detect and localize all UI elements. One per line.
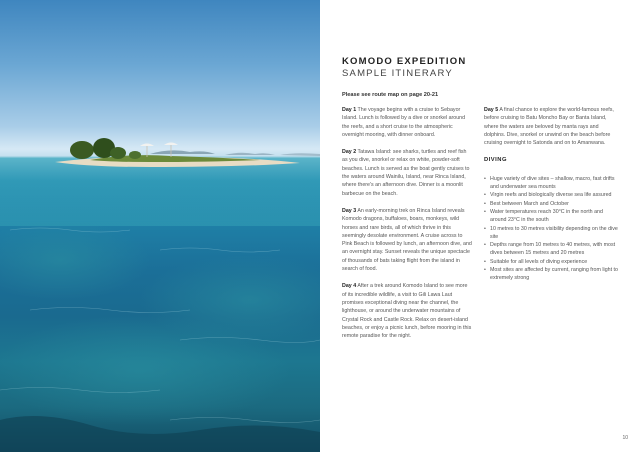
diving-item: • 10 metres to 30 metres visibility depending on the dive site <box>484 225 620 242</box>
diving-item: • Best between March and October <box>484 200 620 208</box>
distant-island <box>225 153 275 155</box>
page-title: KOMODO EXPEDITION <box>342 56 467 67</box>
day-label: Day 5 <box>484 107 499 113</box>
page-number: 10 <box>622 435 628 441</box>
page-subtitle: SAMPLE ITINERARY <box>342 68 453 79</box>
tree <box>110 147 126 159</box>
day-2-paragraph <box>342 148 472 198</box>
diving-item: • Most sites are affected by current, ranging from light to extremely strong <box>484 266 620 283</box>
day-4-paragraph <box>342 282 472 340</box>
diving-list <box>484 175 620 283</box>
distant-island <box>280 153 320 156</box>
day-text: After a trek around Komodo Island to see more of its incredible wildlife, a visit to Gili Lawa Laut promises exceptional diving near the channel, the lighthouse, or around the underwater mountains of Crystal Rock and Castle Rock. Relax on desert-island beaches, or enjoy a picnic lunch, before mooring in this remote paradise for the night. <box>342 283 472 340</box>
tree <box>70 141 94 159</box>
umbrella <box>140 144 154 147</box>
day-label: Day 1 <box>342 107 357 113</box>
day-label: Day 4 <box>342 283 357 290</box>
diving-item: • Virgin reefs and biologically diverse sea life assured <box>484 191 620 199</box>
day-label: Day 3 <box>342 207 357 214</box>
day-text: An early-morning trek on Rinca Island reveals Komodo dragons, buffaloes, boars, monkeys, wild horses and rare birds, all of which thrive in this seemingly desolate environment. A cruise across to Pink Beach is followed by lunch, an afternoon dive, and an overnight stay. Sunset reveals the unique spectacle of thousands of bats taking flight from the island in search of food. <box>342 207 472 273</box>
distant-island <box>150 150 215 154</box>
itinerary-left-column <box>342 106 472 349</box>
diving-item: • Suitable for all levels of diving experience <box>484 258 620 266</box>
day-1-paragraph <box>342 106 472 139</box>
umbrella <box>164 143 178 146</box>
diving-item: • Water temperatures reach 30°C in the north and around 23°C in the south <box>484 208 620 225</box>
day-5-paragraph <box>484 106 620 147</box>
route-map-note: Please see route map on page 20-21 <box>342 92 439 98</box>
diving-heading: DIVING <box>484 157 507 164</box>
diving-item: • Huge variety of dive sites – shallow, macro, fast drifts and underwater sea mounts <box>484 175 620 192</box>
day-3-paragraph <box>342 207 472 273</box>
day-text: Tatawa Island: see sharks, turtles and reef fish as you dive, snorkel or relax on white, powder-soft beaches. Lunch is served as the boat gently cruises to the waters around Wainilu, Island, near Rinca Island, where there's an afternoon dive. Dinner is a moonlit barbecue on the beach. <box>342 149 470 197</box>
day-text: The voyage begins with a cruise to Sebayor Island. Lunch is followed by a dive or snorkel around the reefs, and a short cruise to the atmospheric overnight mooring, with dinner onboard. <box>342 107 466 138</box>
day-label: Day 2 <box>342 149 357 156</box>
tree <box>129 151 141 159</box>
itinerary-right-column <box>484 106 620 283</box>
diving-item: • Depths range from 10 metres to 40 metres, with most dives between 15 metres and 20 metres <box>484 241 620 258</box>
itinerary-page <box>320 0 640 452</box>
day-text: A final chance to explore the world-famous reefs, before cruising to Batu Moncho Bay or Banta Island, where the waters are beloved by manta rays and dolphins. Dive, snorkel or unwind on the beach before cruising overnight to Satonda and on to Amanwana. <box>484 107 614 147</box>
